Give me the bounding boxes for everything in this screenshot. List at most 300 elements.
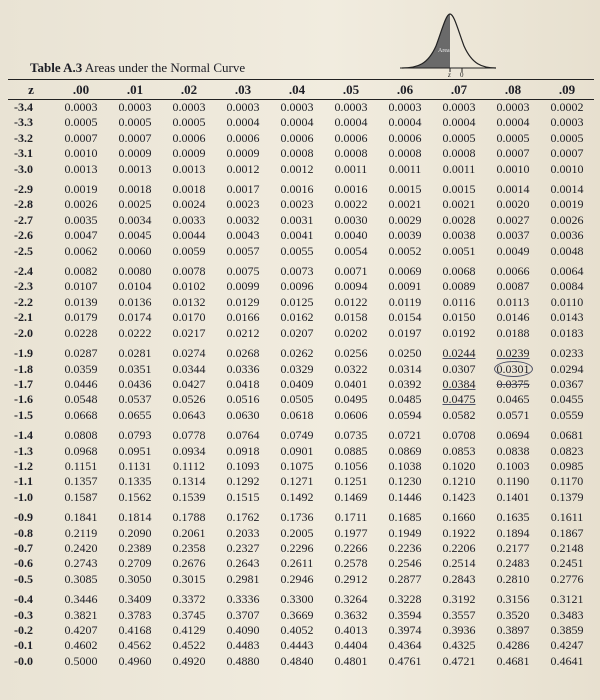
area-value-cell <box>108 341 162 361</box>
area-value-cell <box>162 654 216 669</box>
area-value: 0.0022 <box>334 197 368 212</box>
area-value: 0.0104 <box>118 279 152 294</box>
area-value: 0.0301 <box>494 361 533 377</box>
area-value: 0.1357 <box>64 474 98 489</box>
area-value: 0.0668 <box>64 407 98 422</box>
area-value: 0.1492 <box>280 489 314 504</box>
area-value: 0.3228 <box>388 592 422 607</box>
area-value: 0.0019 <box>550 197 584 212</box>
area-value: 0.3974 <box>388 623 422 637</box>
area-value: 0.2389 <box>118 540 152 555</box>
z-value-cell: -2.4 <box>14 264 33 279</box>
area-value: 0.0091 <box>388 279 422 294</box>
area-value-cell <box>486 228 540 243</box>
area-value-cell <box>108 197 162 212</box>
area-value-cell <box>108 259 162 279</box>
table-body <box>8 100 594 670</box>
area-value-cell <box>540 587 594 607</box>
area-value-cell <box>486 326 540 341</box>
area-value: 0.0885 <box>334 443 368 458</box>
area-value-cell <box>54 572 108 587</box>
area-value: 0.0351 <box>118 361 152 376</box>
table-row <box>8 310 594 325</box>
area-value-cell <box>270 100 324 116</box>
area-value-cell <box>216 638 270 653</box>
area-value-cell <box>486 115 540 130</box>
area-value-cell <box>324 474 378 489</box>
area-value: 0.1446 <box>388 489 422 504</box>
table-row <box>8 459 594 474</box>
area-value-cell <box>540 541 594 556</box>
area-value-cell <box>108 587 162 607</box>
area-value-cell <box>432 279 486 294</box>
area-value-cell <box>270 392 324 407</box>
area-value-cell <box>486 279 540 294</box>
area-value-cell <box>378 474 432 489</box>
area-value-cell <box>108 131 162 146</box>
area-value: 0.0073 <box>280 264 314 279</box>
area-value-cell <box>486 541 540 556</box>
area-value: 0.1587 <box>64 489 98 504</box>
area-value: 0.0010 <box>496 161 530 176</box>
table-row <box>8 556 594 571</box>
area-value: 0.0129 <box>226 294 260 309</box>
area-value: 0.0630 <box>226 407 260 422</box>
area-value-cell <box>108 392 162 407</box>
column-header: .03 <box>216 80 270 100</box>
area-value: 0.0062 <box>64 243 98 258</box>
area-value-cell <box>432 259 486 279</box>
area-value: 0.2420 <box>64 540 98 555</box>
area-value-cell <box>54 362 108 377</box>
area-value-cell <box>270 362 324 377</box>
area-value-cell <box>162 310 216 325</box>
area-value-cell <box>216 423 270 443</box>
z-value-cell: -3.4 <box>14 100 33 114</box>
area-value: 0.0010 <box>550 161 584 176</box>
area-value: 0.0250 <box>388 346 422 361</box>
area-value-cell <box>108 623 162 638</box>
area-value: 0.0681 <box>550 428 584 443</box>
area-value-cell <box>432 623 486 638</box>
area-value-cell <box>432 295 486 310</box>
area-value-cell <box>54 459 108 474</box>
area-value-cell <box>324 505 378 525</box>
area-value: 0.1977 <box>334 525 368 540</box>
area-value-cell <box>486 377 540 392</box>
area-value: 0.0174 <box>118 310 152 325</box>
area-value-cell <box>540 259 594 279</box>
area-value-cell <box>486 444 540 459</box>
area-value: 0.0012 <box>280 161 314 176</box>
area-value: 0.0003 <box>64 100 98 114</box>
area-value-cell <box>540 377 594 392</box>
area-value: 0.2578 <box>334 556 368 571</box>
area-value-cell <box>162 244 216 259</box>
area-value: 0.0197 <box>388 325 422 340</box>
area-value: 0.3446 <box>64 592 98 607</box>
z-value-cell: -2.1 <box>14 310 33 325</box>
area-value: 0.1112 <box>172 458 206 473</box>
area-value: 0.0047 <box>64 228 98 243</box>
area-value-cell <box>378 608 432 623</box>
area-value: 0.0004 <box>442 115 476 130</box>
area-value-cell <box>540 654 594 669</box>
area-value-cell <box>270 638 324 653</box>
area-value-cell <box>108 228 162 243</box>
table-row <box>8 444 594 459</box>
area-value: 0.2946 <box>280 571 314 586</box>
area-value: 0.2177 <box>496 540 530 555</box>
area-value: 0.2810 <box>496 571 530 586</box>
area-value: 0.1170 <box>550 474 584 489</box>
area-value-cell <box>324 623 378 638</box>
area-value-cell <box>270 423 324 443</box>
area-value: 0.0008 <box>388 146 422 161</box>
area-value-cell <box>216 244 270 259</box>
area-value: 0.0007 <box>118 130 152 145</box>
area-value-cell <box>270 326 324 341</box>
area-value-cell <box>432 444 486 459</box>
area-value-cell <box>378 377 432 392</box>
area-value-cell <box>54 377 108 392</box>
area-value: 0.0188 <box>496 325 530 340</box>
area-value-cell <box>486 392 540 407</box>
area-value-cell <box>324 279 378 294</box>
area-value-cell <box>540 295 594 310</box>
area-value: 0.0006 <box>226 130 260 145</box>
area-value-cell <box>486 654 540 669</box>
area-value-cell <box>108 459 162 474</box>
table-row <box>8 408 594 423</box>
z-value-cell: -1.6 <box>14 392 33 407</box>
table-row <box>8 259 594 279</box>
area-value-cell <box>486 623 540 638</box>
area-value-cell <box>540 444 594 459</box>
area-value-cell <box>216 310 270 325</box>
area-value-cell <box>54 177 108 197</box>
area-value: 0.0005 <box>550 130 584 145</box>
area-value: 0.0359 <box>64 361 98 376</box>
area-value: 0.0005 <box>442 130 476 145</box>
area-value: 0.4960 <box>118 653 152 668</box>
area-value-cell <box>54 392 108 407</box>
area-value: 0.0336 <box>226 361 260 376</box>
area-value: 0.4013 <box>334 623 368 637</box>
area-value: 0.0113 <box>496 294 530 309</box>
area-value: 0.0004 <box>226 115 260 130</box>
area-value-cell <box>324 244 378 259</box>
area-value: 0.3300 <box>280 592 314 607</box>
area-value: 0.1611 <box>550 510 584 525</box>
z-value-cell: -3.2 <box>14 130 33 145</box>
area-value-cell <box>108 362 162 377</box>
area-value-cell <box>486 526 540 541</box>
area-value: 0.1379 <box>550 489 584 504</box>
area-value-cell <box>432 115 486 130</box>
area-value: 0.0089 <box>442 279 476 294</box>
area-value: 0.2709 <box>118 556 152 571</box>
area-value-cell <box>270 408 324 423</box>
area-value: 0.1423 <box>442 489 476 504</box>
area-value-cell <box>108 490 162 505</box>
area-value: 0.0020 <box>496 197 530 212</box>
area-value: 0.3557 <box>442 607 476 622</box>
z-value-cell: -1.8 <box>14 361 33 376</box>
area-value: 0.1949 <box>388 525 422 540</box>
area-value-cell <box>216 654 270 669</box>
area-value: 0.0446 <box>64 376 98 391</box>
area-value: 0.2643 <box>226 556 260 571</box>
area-value-cell <box>108 326 162 341</box>
area-value-cell <box>270 341 324 361</box>
area-value-cell <box>216 408 270 423</box>
area-value: 0.0024 <box>172 197 206 212</box>
area-value-cell <box>108 556 162 571</box>
area-value-cell <box>270 541 324 556</box>
area-value: 0.0274 <box>172 346 206 361</box>
area-value: 0.0003 <box>226 100 260 114</box>
area-value: 0.0233 <box>550 346 584 361</box>
area-value-cell <box>486 341 540 361</box>
area-value: 0.0016 <box>334 182 368 197</box>
area-value: 0.0033 <box>172 212 206 227</box>
column-header: .05 <box>324 80 378 100</box>
area-value-cell <box>270 131 324 146</box>
area-value: 0.2981 <box>226 571 260 586</box>
area-value: 0.0009 <box>172 146 206 161</box>
area-value: 0.0505 <box>280 392 314 407</box>
area-value-cell <box>162 100 216 116</box>
area-value: 0.0367 <box>550 376 584 391</box>
area-value-cell <box>270 474 324 489</box>
area-value-cell <box>324 638 378 653</box>
z-value-cell: -2.6 <box>14 228 33 243</box>
area-value: 0.0314 <box>388 361 422 376</box>
area-value-cell <box>162 362 216 377</box>
area-value-cell <box>432 197 486 212</box>
area-value: 0.0207 <box>280 325 314 340</box>
normal-distribution-table <box>8 79 594 669</box>
area-value: 0.1314 <box>172 474 206 489</box>
area-value-cell <box>324 654 378 669</box>
area-value-cell <box>162 490 216 505</box>
area-value: 0.4920 <box>172 653 206 668</box>
table-row <box>8 244 594 259</box>
area-value: 0.0485 <box>388 392 422 407</box>
area-value: 0.0003 <box>280 100 314 114</box>
area-value-cell <box>486 197 540 212</box>
area-value-cell <box>162 392 216 407</box>
area-value-cell <box>270 459 324 474</box>
area-value-cell <box>540 459 594 474</box>
area-value-cell <box>324 572 378 587</box>
area-value-cell <box>486 244 540 259</box>
area-value: 0.0594 <box>388 407 422 422</box>
area-value-cell <box>324 587 378 607</box>
area-value: 0.0571 <box>496 407 530 422</box>
area-value-cell <box>216 162 270 177</box>
area-value: 0.0838 <box>496 443 530 458</box>
area-value: 0.2266 <box>334 540 368 555</box>
area-value-cell <box>270 213 324 228</box>
area-value-cell <box>216 100 270 116</box>
area-value-cell <box>108 608 162 623</box>
table-row <box>8 115 594 130</box>
area-value-cell <box>378 177 432 197</box>
z-value-cell: -1.3 <box>14 443 33 458</box>
area-value: 0.2236 <box>388 540 422 555</box>
area-value-cell <box>54 244 108 259</box>
area-value-cell <box>324 423 378 443</box>
table-row <box>8 362 594 377</box>
area-value: 0.0003 <box>496 100 530 114</box>
area-value-cell <box>540 490 594 505</box>
z-value-cell: -1.1 <box>14 474 33 489</box>
area-value-cell <box>54 623 108 638</box>
area-value: 0.0228 <box>64 325 98 340</box>
area-value-cell <box>432 213 486 228</box>
area-value-cell <box>324 228 378 243</box>
area-value: 0.0026 <box>550 212 584 227</box>
area-value-cell <box>108 279 162 294</box>
area-value-cell <box>162 556 216 571</box>
area-value: 0.0030 <box>334 212 368 227</box>
area-value: 0.0287 <box>64 346 98 361</box>
area-value: 0.1020 <box>442 458 476 473</box>
area-value-cell <box>378 490 432 505</box>
area-value: 0.0014 <box>496 182 530 197</box>
area-value-cell <box>162 162 216 177</box>
area-value: 0.0052 <box>388 243 422 258</box>
area-value-cell <box>162 587 216 607</box>
area-value-cell <box>216 362 270 377</box>
area-value: 0.2358 <box>172 540 206 555</box>
area-value-cell <box>432 572 486 587</box>
normal-curve-figure <box>398 6 498 78</box>
area-value: 0.0011 <box>334 161 368 176</box>
area-value-cell <box>54 279 108 294</box>
area-value: 0.0968 <box>64 443 98 458</box>
area-value: 0.0080 <box>118 264 152 279</box>
area-value-cell <box>486 423 540 443</box>
area-value-cell <box>54 654 108 669</box>
area-value: 0.0102 <box>172 279 206 294</box>
area-value-cell <box>378 131 432 146</box>
area-value-cell <box>432 162 486 177</box>
area-value-cell <box>540 526 594 541</box>
area-value-cell <box>324 459 378 474</box>
area-value: 0.3594 <box>388 607 422 622</box>
area-value-cell <box>270 572 324 587</box>
area-value: 0.0038 <box>442 228 476 243</box>
area-value-cell <box>162 115 216 130</box>
area-value: 0.4090 <box>226 623 260 637</box>
area-value: 0.0066 <box>496 264 530 279</box>
area-value-cell <box>432 228 486 243</box>
area-value: 0.2912 <box>334 571 368 586</box>
area-value: 0.1711 <box>334 510 368 525</box>
area-value: 0.0764 <box>226 428 260 443</box>
area-value: 0.0057 <box>226 243 260 258</box>
area-value: 0.5000 <box>64 653 98 668</box>
area-value-cell <box>540 326 594 341</box>
area-value: 0.0582 <box>442 407 476 422</box>
area-value: 0.0099 <box>226 279 260 294</box>
area-value-cell <box>54 408 108 423</box>
column-header: .09 <box>540 80 594 100</box>
area-value-cell <box>54 556 108 571</box>
area-value: 0.0009 <box>226 146 260 161</box>
area-value: 0.0075 <box>226 264 260 279</box>
area-value-cell <box>486 310 540 325</box>
area-value: 0.1131 <box>118 458 152 473</box>
area-value-cell <box>270 444 324 459</box>
area-value-cell <box>108 526 162 541</box>
z-value-cell: -3.0 <box>14 161 33 176</box>
area-value: 0.1038 <box>388 458 422 473</box>
area-value: 0.0006 <box>334 130 368 145</box>
area-value: 0.0537 <box>118 392 152 407</box>
area-value: 0.2776 <box>550 571 584 586</box>
area-value-cell <box>324 213 378 228</box>
area-value: 0.0125 <box>280 294 314 309</box>
area-value: 0.0008 <box>280 146 314 161</box>
z-value-cell: -0.1 <box>14 638 33 653</box>
area-value: 0.0392 <box>388 376 422 391</box>
area-value-cell <box>54 162 108 177</box>
area-value: 0.0606 <box>334 407 368 422</box>
table-row <box>8 608 594 623</box>
area-value-cell <box>54 100 108 116</box>
area-value-cell <box>486 459 540 474</box>
area-value: 0.0023 <box>280 197 314 212</box>
area-value-cell <box>108 162 162 177</box>
area-value: 0.0006 <box>388 130 422 145</box>
area-value-cell <box>432 556 486 571</box>
area-value-cell <box>54 638 108 653</box>
area-value: 0.4761 <box>388 653 422 668</box>
area-value: 0.1841 <box>64 510 98 525</box>
area-value: 0.0013 <box>172 161 206 176</box>
area-value: 0.1814 <box>118 510 152 525</box>
column-header: .01 <box>108 80 162 100</box>
area-value-cell <box>216 213 270 228</box>
column-header: .04 <box>270 80 324 100</box>
area-value: 0.3897 <box>496 623 530 637</box>
area-value-cell <box>432 310 486 325</box>
area-value-cell <box>216 459 270 474</box>
area-value: 0.0006 <box>280 130 314 145</box>
area-value-cell <box>324 556 378 571</box>
area-value-cell <box>378 100 432 116</box>
z-value-cell: -0.2 <box>14 623 33 637</box>
area-value-cell <box>378 459 432 474</box>
area-value-cell <box>270 146 324 161</box>
area-value: 0.3192 <box>442 592 476 607</box>
area-value: 0.3520 <box>496 607 530 622</box>
area-value: 0.4207 <box>64 623 98 637</box>
area-value-cell <box>270 608 324 623</box>
area-value: 0.0694 <box>496 428 530 443</box>
area-value: 0.4364 <box>388 638 422 653</box>
z-value-cell: -2.0 <box>14 325 33 340</box>
area-value-cell <box>270 244 324 259</box>
area-value: 0.0059 <box>172 243 206 258</box>
area-value-cell <box>486 474 540 489</box>
area-value-cell <box>162 459 216 474</box>
area-value: 0.0084 <box>550 279 584 294</box>
